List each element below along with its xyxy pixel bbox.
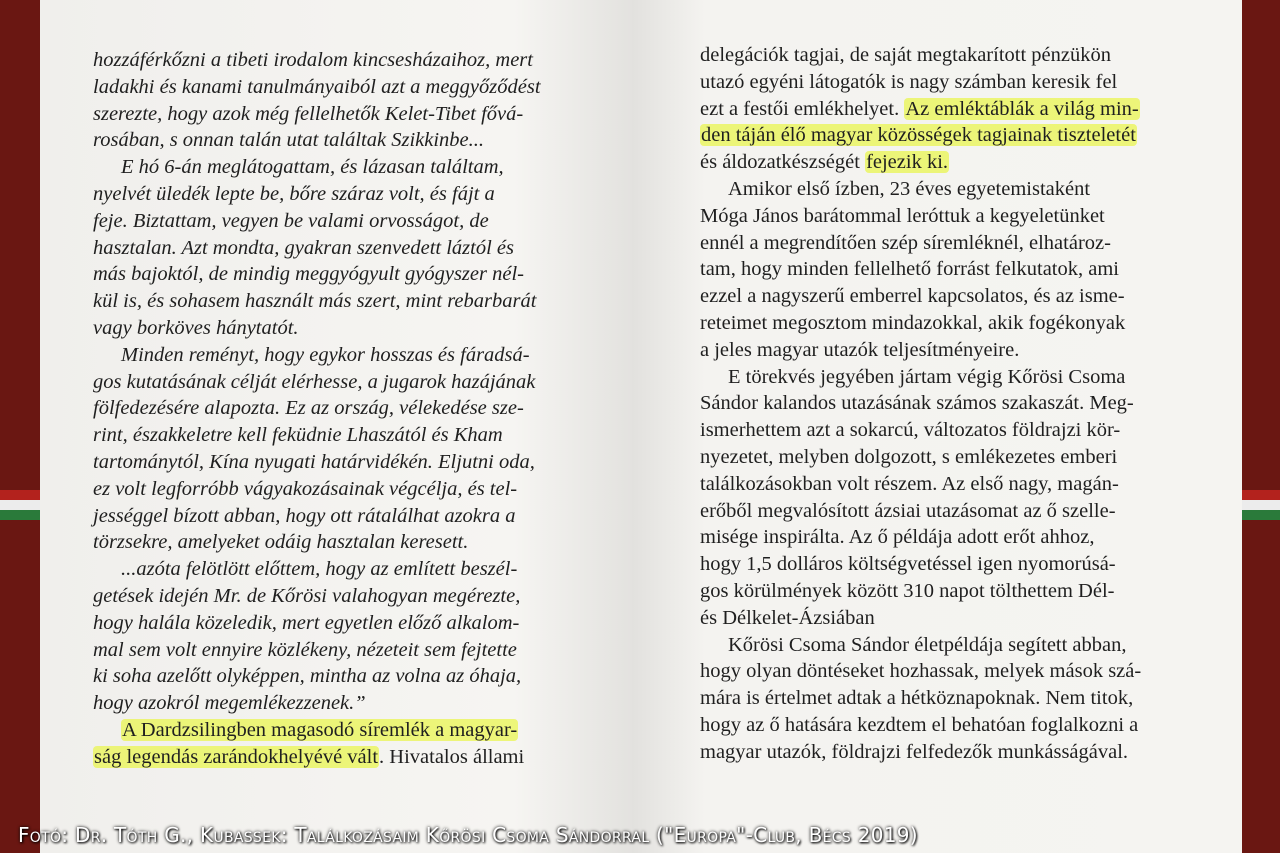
text-line: ez volt legforróbb vágyakozásainak végcélja, és tel-: [93, 477, 518, 500]
left-page: [40, 0, 632, 853]
text-line: hogy az ő hatására kezdtem el behatóan foglalkozni a: [700, 713, 1139, 736]
text-line: szerezte, hogy azok még fellelhetők Kelet-Tibet fővá-: [93, 102, 524, 125]
text-line: és Délkelet-Ázsiában: [700, 606, 875, 629]
text-line: [93, 717, 581, 744]
text-line: tam, hogy minden fellelhető forrást felkutatok, ami: [700, 258, 1119, 281]
text-line: Sándor kalandos utazásának számos szakaszát. Meg-: [700, 392, 1134, 415]
highlighted-text: den táján élő magyar közösségek tagjainak tiszteletét: [701, 124, 1136, 147]
text-line: törzsekre, amelyeket odáig hasztalan keresett.: [93, 531, 469, 554]
highlighted-text: fejezik ki.: [866, 151, 949, 174]
text-line: ezzel a nagyszerű emberrel kapcsolatos, és az isme-: [700, 285, 1125, 308]
text-line: ennél a megrendítően szép síremléknél, elhatároz-: [700, 231, 1111, 254]
text-line: a jeles magyar utazók teljesítményeire.: [700, 338, 1020, 361]
text-line: ismerhettem azt a sokarcú, változatos földrajzi kör-: [700, 419, 1121, 442]
text-line: erőből megvalósított ázsiai utazásomat az ő szelle-: [700, 499, 1116, 522]
text-line: nyelvét üledék lepte be, bőre száraz volt, és fájt a: [93, 182, 495, 205]
text-line: vagy borköves hánytatót.: [93, 316, 299, 339]
text-fragment: ezt a festői emlékhelyet.: [700, 97, 900, 120]
text-line: Amikor első ízben, 23 éves egyetemistaként: [728, 177, 1091, 200]
book-cover-left-edge: [0, 0, 40, 853]
text-line: hozzáférkőzni a tibeti irodalom kincsesházaihoz, mert: [93, 49, 533, 71]
text-line: E hó 6-án meglátogattam, és lázasan találtam,: [121, 156, 504, 179]
text-line: [700, 149, 1180, 176]
tricolor-stripe: [0, 490, 40, 520]
text-line: feje. Biztattam, vegyen be valami orvosságot, de: [93, 209, 489, 232]
right-page: [632, 0, 1242, 853]
text-line: más bajoktól, de mindig meggyógyult gyógyszer nél-: [93, 263, 524, 286]
text-line: nyezetet, melyben dolgozott, s emlékezetes emberi: [700, 445, 1118, 468]
text-line: ladakhi és kanami tanulmányaiból azt a meggyőződést: [93, 75, 541, 98]
right-page-text: [700, 42, 1180, 766]
text-line: jességgel bízott abban, hogy ott rátalálhat azokra a: [93, 504, 516, 527]
text-line: hogy olyan döntéseket hozhassak, melyek mások szá-: [700, 660, 1142, 683]
text-line: reteimet megosztom mindazokkal, akik fogékonyak: [700, 311, 1126, 334]
text-line: getések idején Mr. de Kőrösi valahogyan megérezte,: [93, 584, 521, 607]
text-line: ki soha azelőtt olyképpen, mintha az volna az óhaja,: [93, 665, 522, 688]
text-line: ...azóta felötlött előttem, hogy az említett beszél-: [121, 558, 518, 581]
text-line: gos kutatásának célját elérhesse, a jugarok hazájának: [93, 370, 536, 393]
tricolor-stripe: [1242, 490, 1280, 520]
text-fragment: . Hivatalos állami: [379, 745, 525, 768]
text-line: Kőrösi Csoma Sándor életpéldája segített abban,: [728, 633, 1127, 656]
text-line: találkozásokban volt részem. Az első nagy, magán-: [700, 472, 1119, 495]
text-line: rint, északkeletre kell feküdnie Lhaszától és Kham: [93, 424, 503, 447]
text-line: magyar utazók, földrajzi felfedezők munkásságával.: [700, 740, 1129, 763]
text-line: utazó egyéni látogatók is nagy számban keresik fel: [700, 70, 1118, 93]
text-line: rosában, s onnan talán utat találtak Szikkinbe...: [93, 129, 485, 152]
text-line: misége inspirálta. Az ő példája adott erőt ahhoz,: [700, 526, 1095, 549]
highlighted-text: A Dardzsilingben magasodó síremlék a magyar-: [122, 718, 518, 741]
text-fragment: és áldozatkészségét: [700, 151, 860, 174]
left-page-text: [93, 47, 581, 771]
text-line: hogy azokról megemlékezzenek.”: [93, 692, 366, 715]
text-line: hogy 1,5 dolláros költségvetéssel igen nyomorúsá-: [700, 553, 1116, 576]
text-line: [700, 122, 1180, 149]
text-line: Minden reményt, hogy egykor hosszas és fáradsá-: [121, 343, 530, 366]
text-line: kül is, és sohasem használt más szert, mint rebarbarát: [93, 290, 537, 313]
text-line: mal sem volt ennyire közlékeny, nézeteit sem fejtette: [93, 638, 517, 661]
text-line: [93, 744, 581, 771]
highlighted-text: ság legendás zarándokhelyévé vált: [94, 745, 379, 768]
highlighted-text: Az emléktáblák a világ min-: [905, 97, 1139, 120]
text-line: Móga János barátommal leróttuk a kegyeletünket: [700, 204, 1105, 227]
text-line: gos körülmények között 310 napot tölthettem Dél-: [700, 579, 1115, 602]
text-line: [700, 96, 1180, 123]
text-line: fölfedezésére alapozta. Ez az ország, vélekedése sze-: [93, 397, 524, 420]
text-line: hasztalan. Azt mondta, gyakran szenvedett láztól és: [93, 236, 514, 259]
book-cover-right-edge: [1242, 0, 1280, 853]
photo-caption: Fotó: Dr. Tóth G., Kubassek: Találkozásaim Kőrösi Csoma Sándorral ("Europa"-Club, Bécs 2019): [18, 823, 918, 847]
text-line: delegációk tagjai, de saját megtakarított pénzükön: [700, 44, 1111, 66]
text-line: tartománytól, Kína nyugati határvidékén. Eljutni oda,: [93, 450, 535, 473]
text-line: mára is értelmet adtak a hétköznapoknak. Nem titok,: [700, 687, 1134, 710]
text-line: hogy halála közeledik, mert egyetlen előző alkalom-: [93, 611, 520, 634]
text-line: E törekvés jegyében jártam végig Kőrösi Csoma: [728, 365, 1126, 388]
